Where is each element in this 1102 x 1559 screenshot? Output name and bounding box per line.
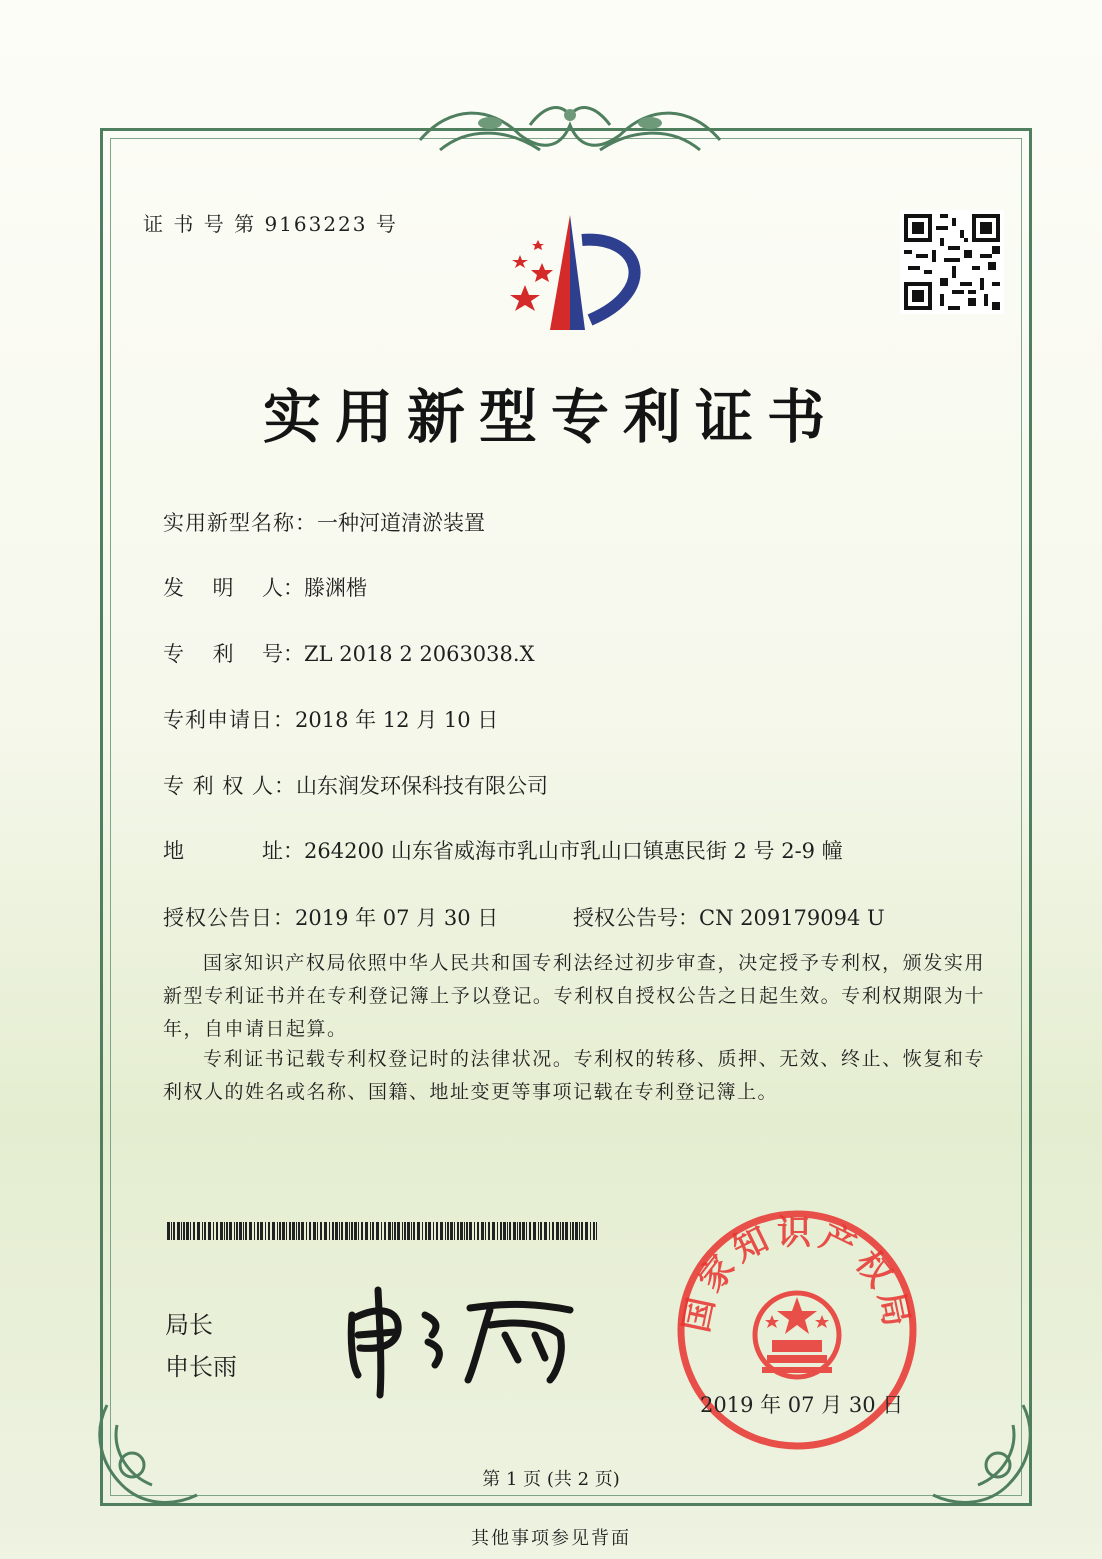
grant-date-field xyxy=(163,902,498,932)
cnipa-logo-icon xyxy=(490,205,660,335)
field-value: CN 209179094 U xyxy=(699,906,885,930)
patent-number-field: 专 利 号 ：ZL 2018 2 2063038.X xyxy=(163,638,535,668)
legal-status-paragraph: 专利证书记载专利权登记时的法律状况。专利权的转移、质押、无效、终止、恢复和专利权人的姓名或名称、国籍、地址变更等事项记载在专利登记簿上。 xyxy=(163,1048,985,1103)
field-label: 专利申请日： xyxy=(163,708,295,732)
field-value: 264200 山东省威海市乳山市乳山口镇惠民街 2 号 2-9 幢 xyxy=(304,839,843,863)
field-label: 专 利 权 人： xyxy=(163,774,297,798)
barcode-icon xyxy=(167,1222,597,1240)
filing-date-field xyxy=(163,704,498,734)
field-label: 授权公告号： xyxy=(573,906,699,930)
patentee-field xyxy=(163,770,548,800)
certificate-title: 实用新型专利证书 xyxy=(262,383,839,451)
handwritten-signature-icon xyxy=(340,1280,590,1400)
field-label: 专 利 号 xyxy=(163,642,283,666)
field-label: 授权公告日： xyxy=(163,906,295,930)
certificate-number-prefix: 证 书 号 第 xyxy=(143,212,257,236)
field-label: 实用新型名称： xyxy=(163,511,317,535)
signatory-title: 局长 xyxy=(165,1311,213,1339)
field-value: 一种河道清淤装置 xyxy=(317,511,485,535)
signatory-name: 申长雨 xyxy=(165,1353,237,1381)
address-field: 地 址 ：264200 山东省威海市乳山市乳山口镇惠民街 2 号 2-9 幢 xyxy=(163,835,843,865)
grant-number-field xyxy=(573,902,885,932)
certificate-number xyxy=(143,208,398,237)
corner-ornament-icon xyxy=(92,1395,212,1515)
statement-paragraph: 国家知识产权局依照中华人民共和国专利法经过初步审查，决定授予专利权，颁发实用新型专利证书并在专利登记簿上予以登记。专利权自授权公告之日起生效。专利权期限为十年，自申请日起算。 xyxy=(163,952,985,1040)
field-value: 山东润发环保科技有限公司 xyxy=(296,774,549,798)
field-value: 滕渊楷 xyxy=(304,576,367,600)
top-ornament-icon xyxy=(410,95,730,165)
svg-text:国家知识产权局: 国家知识产权局 xyxy=(676,1213,918,1336)
utility-model-name-field xyxy=(163,507,485,537)
inventor-field: 发 明 人 ：滕渊楷 xyxy=(163,572,367,602)
certificate-number-suffix: 号 xyxy=(375,212,398,236)
corner-ornament-icon xyxy=(918,1395,1038,1515)
seal-date: 2019 年 07 月 30 日 xyxy=(700,1393,904,1417)
back-side-note: 其他事项参见背面 xyxy=(471,1528,631,1549)
field-value: ZL 2018 2 2063038.X xyxy=(304,642,535,666)
qr-code-icon xyxy=(900,210,1004,314)
certificate-number-value: 9163223 xyxy=(264,212,368,236)
field-label: 发 明 人 xyxy=(163,576,283,600)
field-value: 2019 年 07 月 30 日 xyxy=(295,906,499,930)
page-indicator: 第 1 页 (共 2 页) xyxy=(482,1469,620,1490)
field-label: 地 址 xyxy=(163,839,283,863)
field-value: 2018 年 12 月 10 日 xyxy=(295,708,499,732)
